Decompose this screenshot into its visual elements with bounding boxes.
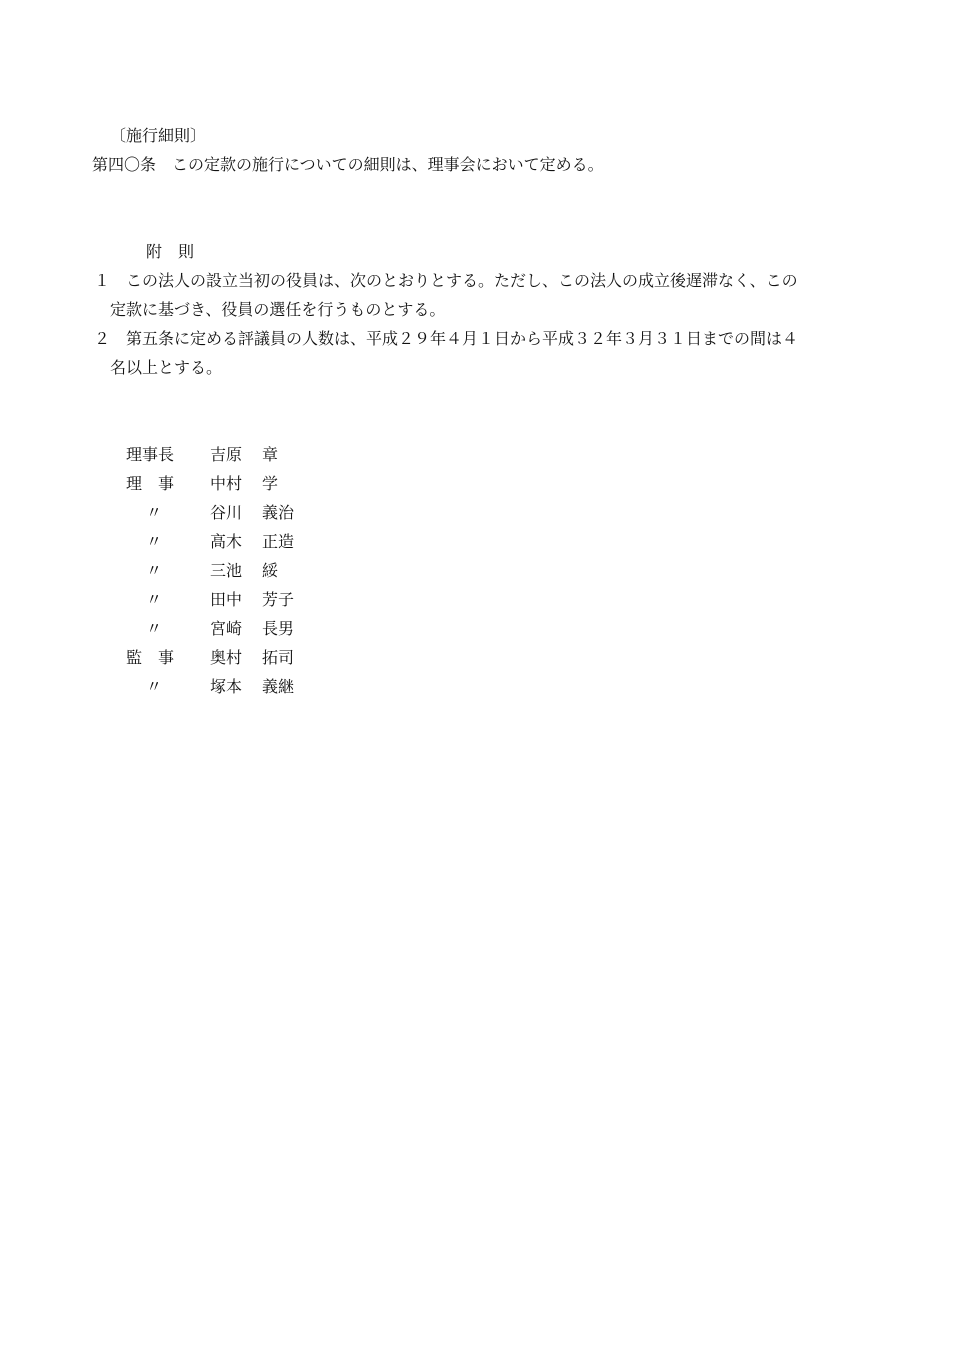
article-40-text: 第四〇条 この定款の施行についての細則は、理事会において定める。: [92, 155, 604, 174]
supplementary-provisions-heading: 附 則: [146, 242, 195, 261]
officer-given-name: 芳子: [262, 590, 295, 609]
officer-given-name: 義継: [262, 677, 295, 696]
section-heading: 〔施行細則〕: [110, 126, 207, 145]
officer-surname: 宮崎: [210, 619, 243, 638]
officer-given-name: 正造: [262, 532, 295, 551]
supplementary-item-2-line-1: ２ 第五条に定める評議員の人数は、平成２９年４月１日から平成３２年３月３１日までの間は４: [94, 329, 799, 348]
officer-surname: 田中: [210, 590, 243, 609]
officer-surname: 三池: [210, 561, 243, 580]
officer-role: 〃: [146, 677, 163, 696]
supplementary-item-2-line-2: 名以上とする。: [110, 358, 223, 377]
supplementary-item-1-line-2: 定款に基づき、役員の選任を行うものとする。: [110, 300, 446, 319]
officer-given-name: 章: [262, 445, 279, 464]
officer-given-name: 拓司: [262, 648, 295, 667]
officer-role: 〃: [146, 532, 163, 551]
officer-given-name: 学: [262, 474, 279, 493]
officer-role: 〃: [146, 619, 163, 638]
officer-role: 〃: [146, 503, 163, 522]
supplementary-item-1-line-1: １ この法人の設立当初の役員は、次のとおりとする。ただし、この法人の成立後遅滞なく、この: [94, 271, 798, 290]
officer-role: 理 事: [126, 474, 175, 493]
officer-given-name: 綏: [262, 561, 279, 580]
officer-surname: 塚本: [210, 677, 243, 696]
officer-surname: 高木: [210, 532, 243, 551]
officer-role: 〃: [146, 590, 163, 609]
officer-role: 〃: [146, 561, 163, 580]
officer-given-name: 長男: [262, 619, 295, 638]
officer-surname: 中村: [210, 474, 243, 493]
officer-surname: 谷川: [210, 503, 243, 522]
officer-surname: 吉原: [210, 445, 243, 464]
officer-given-name: 義治: [262, 503, 295, 522]
officer-role: 監 事: [126, 648, 175, 667]
officer-role: 理事長: [126, 445, 175, 464]
officer-surname: 奥村: [210, 648, 243, 667]
